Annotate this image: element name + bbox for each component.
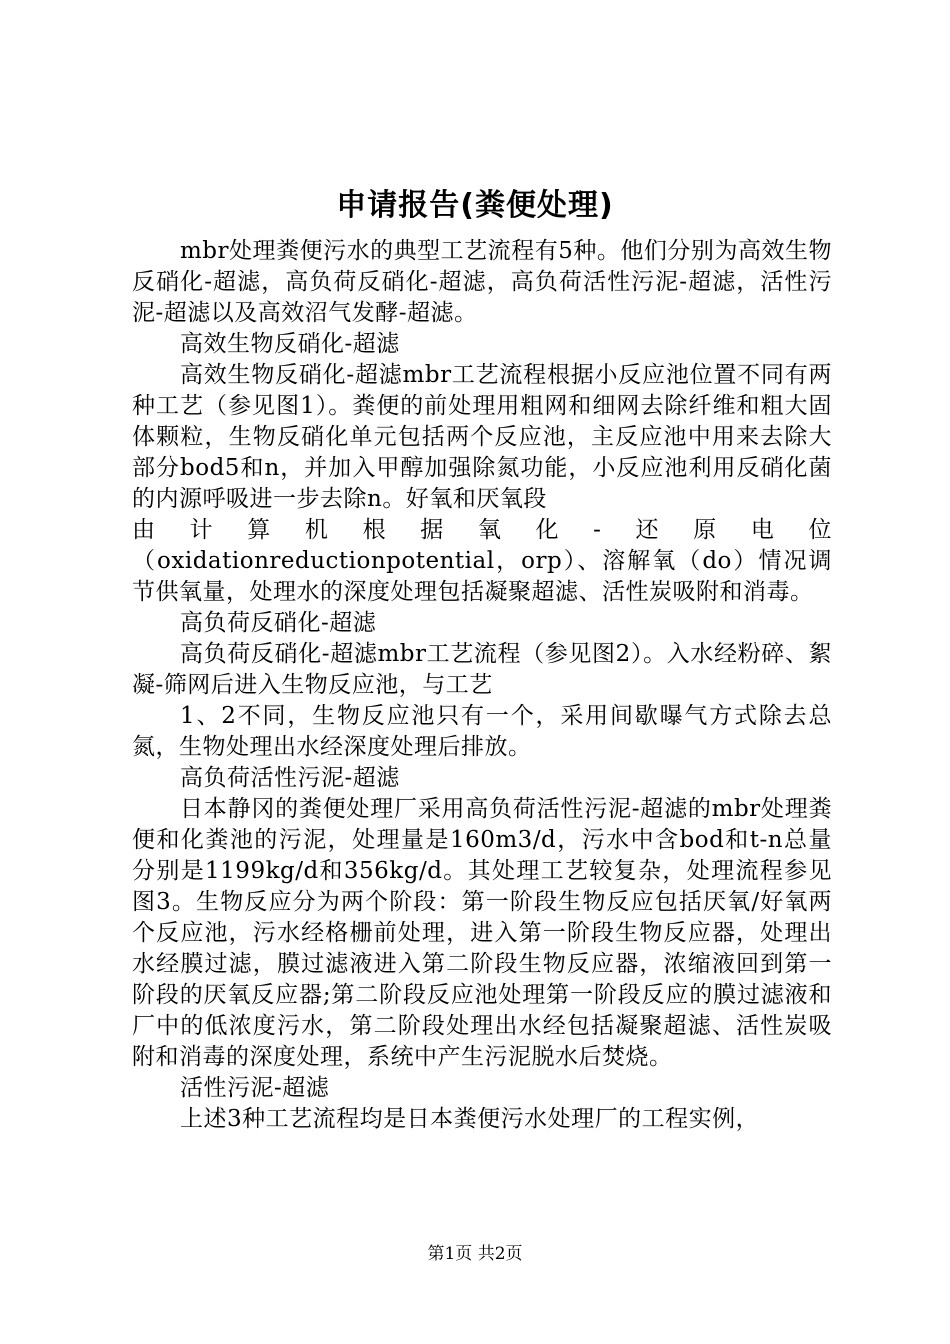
document-title: 申请报告(粪便处理) (336, 188, 614, 223)
paragraph-3: 1、2不同，生物反应池只有一个，采用间歇曝气方式除去总氮，生物处理出水经深度处理后排放。 (132, 703, 832, 760)
section-heading-1: 高效生物反硝化-超滤 (180, 331, 400, 357)
paragraph-4: 日本静冈的粪便处理厂采用高负荷活性污泥-超滤的mbr处理粪便和化粪池的污泥，处理量是160m3/d，污水中含bod和t-n总量分别是1199kg/d和356kg/d。其处理工艺较复杂，处理流程参见图3。生物反应分为两个阶段：第一阶段生物反应包括厌氧/好氧两个反应池，污水经格栅前处理，进入第一阶段生物反应器，处理出水经膜过滤，膜过滤液进入第二阶段生物反应器，浓缩液回到第一阶段的厌氧反应器;第二阶段反应池处理第一阶段反应的膜过滤液和厂中的低浓度污水，第二阶段处理出水经包括凝聚超滤、活性炭吸附和消毒的深度处理，系统中产生污泥脱水后焚烧。 (132, 796, 832, 1070)
document-body (132, 236, 832, 1135)
section-heading-2: 高负荷反硝化-超滤 (180, 610, 377, 636)
section-heading-4: 活性污泥-超滤 (180, 1075, 330, 1101)
paragraph-5: 上述3种工艺流程均是日本粪便污水处理厂的工程实例， (180, 1106, 760, 1132)
paragraph-1-spread-line: 由计算机根据氧化-还原电位 (132, 517, 832, 543)
paragraph-2: 高负荷反硝化-超滤mbr工艺流程（参见图2）。入水经粉碎、絮凝-筛网后进入生物反应池，与工艺 (132, 641, 832, 698)
paragraph-1: 高效生物反硝化-超滤mbr工艺流程根据小反应池位置不同有两种工艺（参见图1）。粪便的前处理用粗网和细网去除纤维和粗大固体颗粒，生物反硝化单元包括两个反应池，主反应池中用来去除大部分bod5和n，并加入甲醇加强除氮功能，小反应池利用反硝化菌的内源呼吸进一步去除n。好氧和厌氧段 (132, 362, 832, 512)
paragraph-1-continued: （oxidationreductionpotential，orp）、溶解氧（do）情况调节供氧量，处理水的深度处理包括凝聚超滤、活性炭吸附和消毒。 (132, 548, 832, 605)
paragraph-intro: mbr处理粪便污水的典型工艺流程有5种。他们分别为高效生物反硝化-超滤，高负荷反硝化-超滤，高负荷活性污泥-超滤，活性污泥-超滤以及高效沼气发酵-超滤。 (132, 238, 832, 326)
section-heading-3: 高负荷活性污泥-超滤 (180, 765, 400, 791)
page-footer: 第1页 共2页 (427, 1244, 523, 1264)
